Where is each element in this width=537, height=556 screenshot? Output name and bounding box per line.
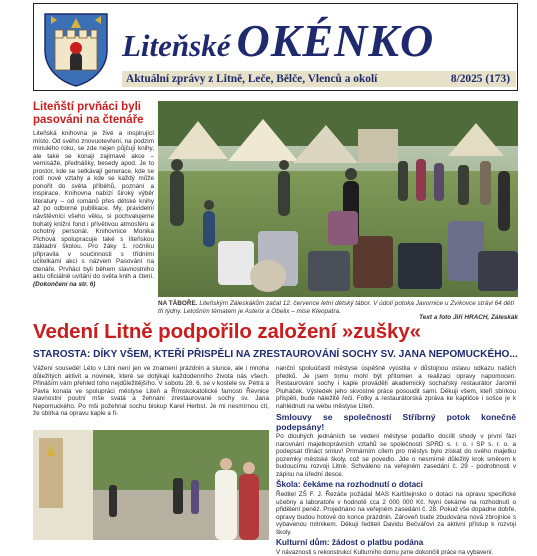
main-article-headline: Vedení Litně podpořilo založení »zušky« — [33, 320, 421, 343]
main-article-column-a: Vážení sousedé! Léto v Litni není jen ve znamení prázdnin a slunce, ale i mnoha důležitých aktivit a novinek, které se dotýkají každodenního života nás všech. Přináším vám přehled toho nejdůležitějšího. V sobotu 28. 6. se v kostele sv. Petra a Pavla konala ve spolupráci městyse Liteň a Římskokatolické farnosti Řevnice slavnostní poutní mše svatá a žehnání zrestaurované sochy sv. Jana Nepomuckého. Po mši požehnal sochu biskup Karel Herbst. Je mi nesmírnou ctí, že sbírka na opravu kaple a fi- — [33, 365, 269, 417]
main-article-intro: nanční spoluúčasti městyse úspěšně vyústila v důstojnou oslavu odkazu našich předků. Je jsem tomu mohl být přítomen a realizaci opravy napomocen. Restaurování sochy i kaple provádělí akademický sochařský restaurátor Jaromil Pluháček. Výsledek jeho skvostné práce posoudit sami. Děkuji všem, kteří sbírkou přispěli, bude náležitě řeči. Fotky a restaurátorská zpráva ke kapličce i sošce je k nahlédnutí na webu městyse Liteň. — [276, 365, 516, 410]
lead-article-text: Liteňská knihovna je živé a inspirující místo. Od svého znovuotevření, na podzim minulého roku, se zde nejen půjčují knihy, ale také se konají zajímavé akce – vernisáže, přednášky, besedy apod. Je to prostor, kde se setkávají generace, kde se rodí nové vztahy a kde se každý může ponořit do světa příběhů, poznání a inspirace. Knihovna nabízí široký výběr literatury – od románů přes dětské knihy až po odborné publikace. My, pravidelní návštěvníci všeho věku, si pochvalujeme bohatý knižní fond i přívětivou atmosféru a ochotný personál. Knihovnice Monika Plchová spolupracuje také s liteňskou základní školou. Pro žáky 1. ročníku připravila v součinnosti s třídními učitelkami akci s názvem Pasování na čtenáře. Prvňáci byli během slavnostního aktu oficiálně uvítáni do světa knih a čtení. — [33, 130, 154, 281]
subheading-school: Škola: čekáme na rozhodnutí o dotaci — [276, 480, 423, 489]
subheading-culture-house: Kulturní dům: žádost o platbu podána — [276, 538, 424, 547]
subheading-contracts: Smlouvy se společností Stříbrný potok konečně podepsány! — [276, 412, 516, 432]
town-crest-icon — [41, 8, 111, 87]
lead-article-headline: Liteňští prvňáci byli pasováni na čtenáře — [33, 101, 144, 126]
issue-number: 8/2025 (173) — [450, 73, 510, 85]
contracts-body: Po dlouhých jednáních se vedení městyse podařilo docílit shody v první fázi narovnání majetkoprávních vztahů se společností SPRD s. r. o. i SP s. r. o. a podepsat třináct smluv! Primárním cílem pro městys bylo získat do svého majetku pozemky městské školy, což se povedlo. Jde o nesmírně důležitý krok směrem k budoucímu rozvoji Litně. Schváleno na veřejném zasedání č. 29 - podrobnosti v zápisu na úřední desce. — [276, 433, 516, 478]
photo-credit: Text a foto Jiří HRACH, Záleskák — [419, 313, 518, 321]
masthead-title — [122, 14, 517, 70]
lead-article-body — [33, 130, 154, 288]
main-article-column-b — [276, 365, 516, 556]
masthead-subtitle: Aktuální zprávy z Litně, Leče, Bělče, Vlenců a okolí — [126, 73, 378, 85]
culture-house-body: V návaznosti s rekonstrukcí Kulturního domu jsme dokončili práce na vybavení. — [276, 549, 494, 556]
masthead-subtitle-bar — [122, 71, 516, 87]
church-photo — [33, 430, 269, 540]
masthead-title-second: OKÉNKO — [236, 15, 435, 66]
masthead-title-first: Liteňské — [122, 28, 231, 63]
lead-article — [33, 101, 154, 347]
camp-photo — [158, 101, 518, 297]
photo-caption-label: NA TÁBOŘE. — [158, 300, 198, 307]
photo-caption-text: Liteňským Záleskákům začal 12. července letní dětský tábor. V údolí potoka Javornice u Zvíkovce strávi 64 dětí tři týdny. Letošním tématem je Asterix a Obelix – mise Kleopatra. — [158, 300, 515, 316]
lead-article-continued: (Dokončení na str. 6) — [33, 280, 96, 288]
school-body: Ředitel ZŠ F. J. Řezáče požádal MAS Karlštejnsko o dotaci na opravu specifické učebny a laboratoře v hodnotě cca 2 000 000 Kč. Nyní čekáme na rozhodnutí o přidělení peněz. Projednáno na veřejném zasedání č. 28. Pokud vše dopadne dobře, opravy budou hotové do konce prázdnin. Zároveň bude zbudována nová zbrojnice s vybavenou mítnikem. Děkuji řediteli Davidu Bečvářovi za aktivní přístup k rozvoji školy. — [276, 491, 516, 536]
main-article-deck: STAROSTA: DÍKY VŠEM, KTEŘÍ PŘISPĚLI NA ZRESTAUROVÁNÍ SOCHY SV. JANA NEPOMUCKÉHO... — [33, 349, 518, 360]
